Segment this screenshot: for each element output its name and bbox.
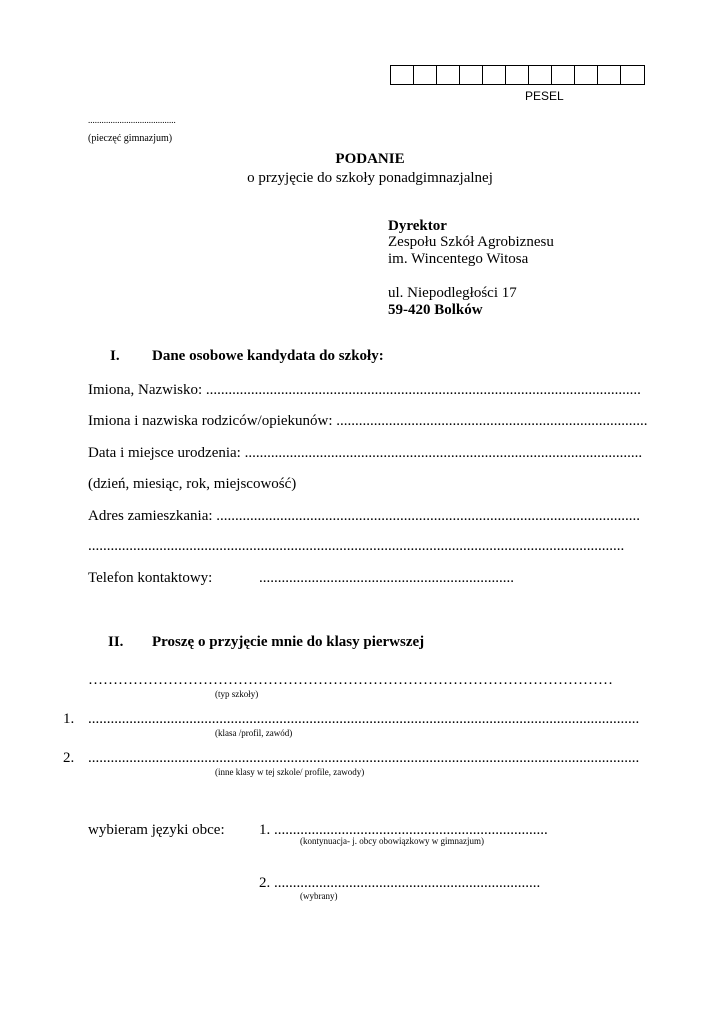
parents-field[interactable]: Imiona i nazwiska rodziców/opiekunów: ................................................................................... [88, 413, 648, 429]
languages-label: wybieram języki obce: [88, 822, 225, 838]
addressee-title: Dyrektor [388, 218, 447, 234]
option1-hint: (klasa /profil, zawód) [215, 728, 293, 738]
pesel-digit-cell[interactable] [414, 66, 437, 84]
phone-label: Telefon kontaktowy: [88, 570, 213, 586]
option2-field[interactable]: ................................................................................................................................................... [88, 750, 640, 766]
pesel-digit-cell[interactable] [552, 66, 575, 84]
pesel-digit-cell[interactable] [483, 66, 506, 84]
section1-title: Dane osobowe kandydata do szkoły: [152, 348, 384, 364]
birth-field[interactable]: Data i miejsce urodzenia: .......................................................................................................... [88, 445, 643, 461]
language2-field[interactable]: 2. ....................................................................... [259, 875, 541, 891]
addressee-street: ul. Niepodległości 17 [388, 285, 517, 301]
addressee-school: Zespołu Szkół Agrobiznesu [388, 234, 554, 250]
school-type-hint: (typ szkoły) [215, 689, 259, 699]
pesel-digit-cell[interactable] [460, 66, 483, 84]
address-field-2[interactable]: ............................................................................................................................................... [88, 538, 625, 554]
addressee-city: 59-420 Bolków [388, 302, 483, 318]
pesel-digit-cell[interactable] [437, 66, 460, 84]
stamp-dots: ....................................... [88, 115, 176, 125]
language1-hint: (kontynuacja- j. obcy obowiązkowy w gimnazjum) [300, 836, 484, 846]
pesel-digit-cell[interactable] [598, 66, 621, 84]
pesel-digit-cell[interactable] [391, 66, 414, 84]
pesel-digit-cell[interactable] [621, 66, 644, 84]
option1-number: 1. [63, 711, 75, 727]
pesel-digit-cell[interactable] [575, 66, 598, 84]
address-field[interactable]: Adres zamieszkania: ................................................................................................................. [88, 508, 641, 524]
pesel-label: PESEL [525, 89, 564, 103]
section1-number: I. [110, 348, 120, 364]
birth-hint: (dzień, miesiąc, rok, miejscowość) [88, 476, 297, 492]
section2-title: Proszę o przyjęcie mnie do klasy pierwszej [152, 634, 425, 650]
page-title: PODANIE [335, 151, 405, 167]
language1-field[interactable]: 1. ......................................................................... [259, 822, 548, 838]
section2-number: II. [108, 634, 124, 650]
phone-field[interactable]: .................................................................... [259, 570, 514, 586]
page-subtitle: o przyjęcie do szkoły ponadgimnazjalnej [247, 170, 493, 186]
pesel-digit-cell[interactable] [529, 66, 552, 84]
option2-number: 2. [63, 750, 75, 766]
addressee-patron: im. Wincentego Witosa [388, 251, 529, 267]
option2-hint: (inne klasy w tej szkole/ profile, zawody) [215, 767, 365, 777]
school-type-field[interactable]: …………………………………………………………………………………………… [88, 672, 613, 688]
option1-field[interactable]: ................................................................................................................................................... [88, 711, 640, 727]
pesel-digit-cell[interactable] [506, 66, 529, 84]
pesel-grid[interactable] [390, 65, 645, 85]
stamp-label: (pieczęć gimnazjum) [88, 133, 173, 144]
language2-hint: (wybrany) [300, 891, 338, 901]
name-field[interactable]: Imiona, Nazwisko: .................................................................................................................... [88, 382, 641, 398]
